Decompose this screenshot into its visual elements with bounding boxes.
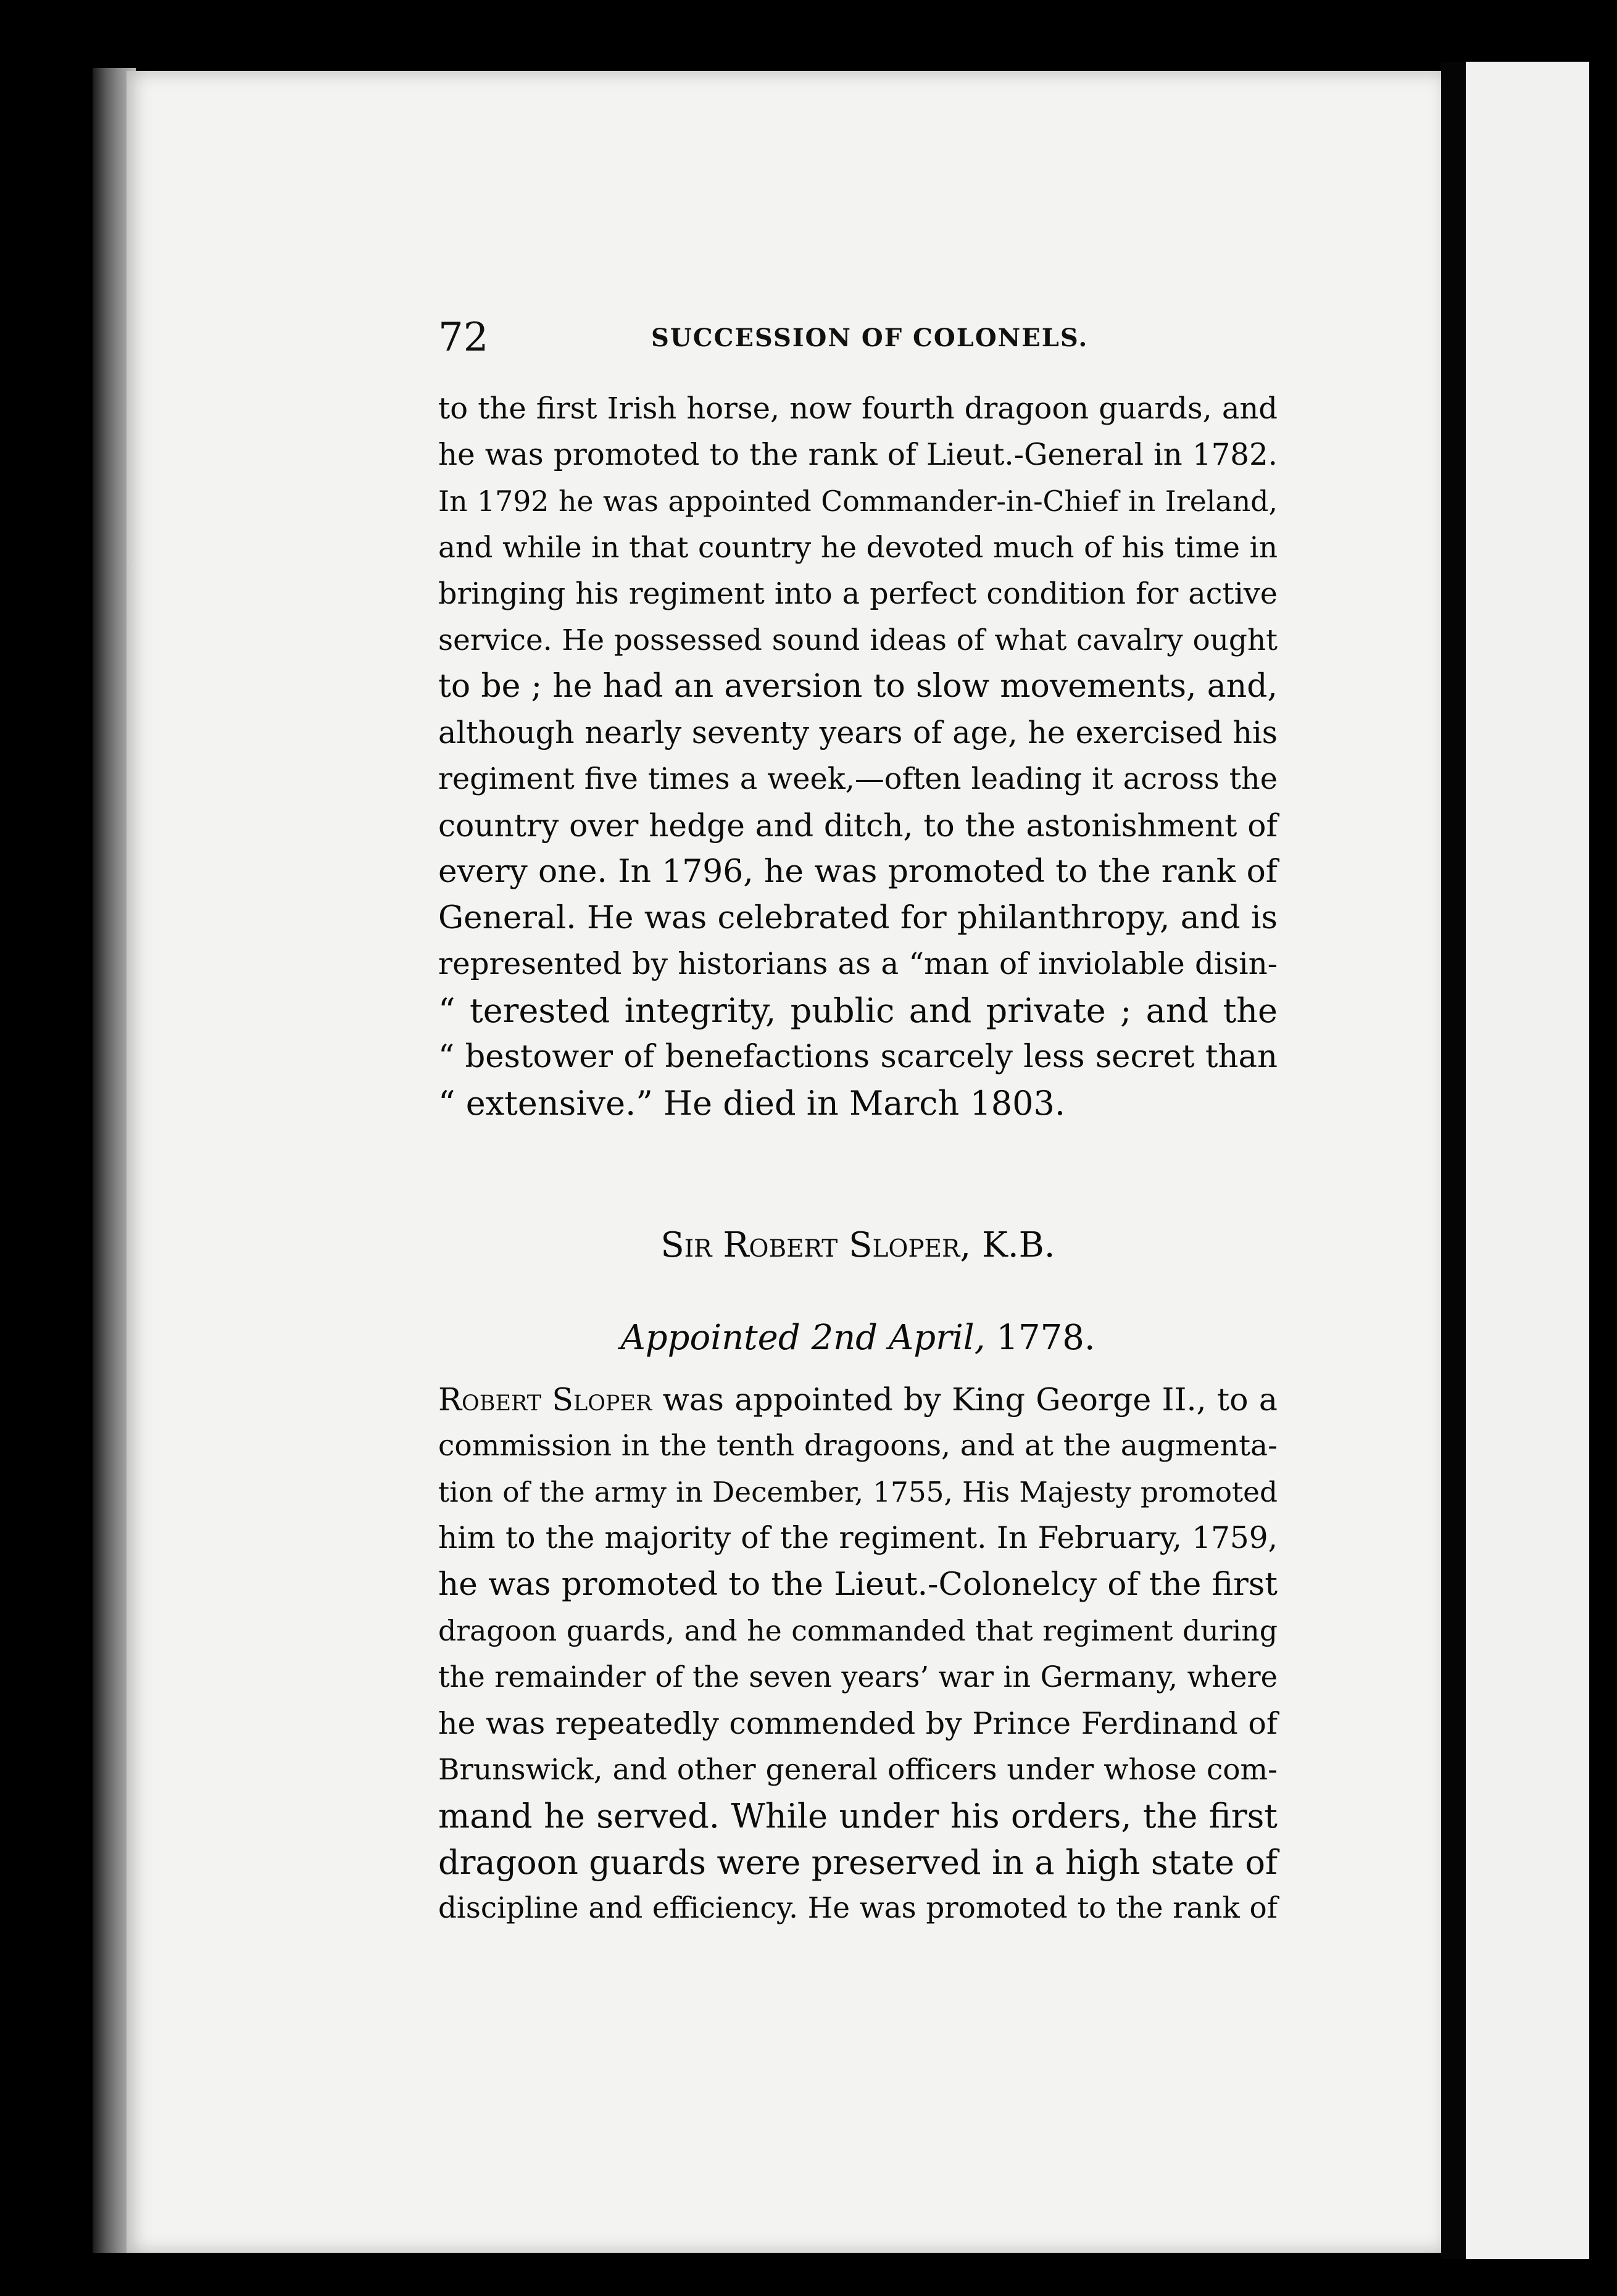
text-line: he was promoted to the rank of Lieut.-General in 1782. — [438, 438, 1278, 472]
subject-name: Robert Sloper — [438, 1381, 652, 1418]
running-head: SUCCESSION OF COLONELS. — [651, 323, 1089, 352]
text-line: and while in that country he devoted much of his time in — [438, 531, 1278, 565]
section-heading: Sir Robert Sloper, K.B. — [660, 1225, 1055, 1265]
text-line: “ terested integrity, public and private ; and the — [438, 991, 1278, 1030]
text-line: “ bestower of benefactions scarcely less secret than — [438, 1038, 1278, 1075]
paper-speck — [133, 565, 136, 568]
text-line: to the first Irish horse, now fourth dragoon guards, and — [438, 392, 1278, 426]
page-header — [438, 315, 1290, 364]
adjacent-page-edge — [1466, 62, 1589, 2259]
text-line: bringing his regiment into a perfect condition for active — [438, 577, 1278, 611]
appointment-date — [438, 1318, 1278, 1358]
text-line: regiment five times a week,—often leading it across the — [438, 762, 1278, 796]
text-line: he was repeatedly commended by Prince Ferdinand of — [438, 1706, 1278, 1741]
text-line: service. He possessed sound ideas of what cavalry ought — [438, 623, 1278, 657]
text-line: dragoon guards, and he commanded that regiment during — [438, 1615, 1278, 1647]
text-line: he was promoted to the Lieut.-Colonelcy of the first — [438, 1566, 1278, 1603]
text-line: him to the majority of the regiment. In February, 1759, — [438, 1521, 1278, 1555]
text-line: country over hedge and ditch, to the astonishment of — [438, 807, 1278, 844]
paragraph-2 — [438, 1376, 1278, 1932]
text-line: In 1792 he was appointed Commander-in-Chief in Ireland, — [438, 485, 1278, 518]
text-line: “ extensive.” He died in March 1803. — [438, 1084, 1066, 1123]
appointment-year: 1778. — [996, 1318, 1095, 1358]
text-line: although nearly seventy years of age, he exercised his — [438, 715, 1278, 751]
text-line: the remainder of the seven years’ war in Germany, where — [438, 1660, 1278, 1694]
first-line-rest: was appointed by King George II., to a — [652, 1381, 1278, 1418]
text-line-first — [438, 1376, 1278, 1423]
text-line: represented by historians as a “man of inviolable disin- — [438, 947, 1278, 981]
text-line: Brunswick, and other general officers under whose com- — [438, 1753, 1278, 1787]
text-line: mand he served. While under his orders, the first — [438, 1797, 1278, 1836]
text-line: every one. In 1796, he was promoted to the rank of — [438, 853, 1278, 890]
text-line: commission in the tenth dragoons, and at the augmenta- — [438, 1429, 1278, 1463]
text-line: tion of the army in December, 1755, His Majesty promoted — [438, 1476, 1278, 1508]
text-line: to be ; he had an aversion to slow movements, and, — [438, 668, 1278, 705]
text-line: discipline and efficiency. He was promoted to the rank of — [438, 1892, 1278, 1925]
appointment-date-label: Appointed 2nd April, — [620, 1318, 986, 1358]
page-number: 72 — [438, 315, 489, 360]
paragraph-1 — [438, 386, 1278, 1126]
text-line: dragoon guards were preserved in a high state of — [438, 1843, 1278, 1882]
page-gutter — [1441, 62, 1466, 2259]
text-line: General. He was celebrated for philanthropy, and is — [438, 899, 1278, 936]
